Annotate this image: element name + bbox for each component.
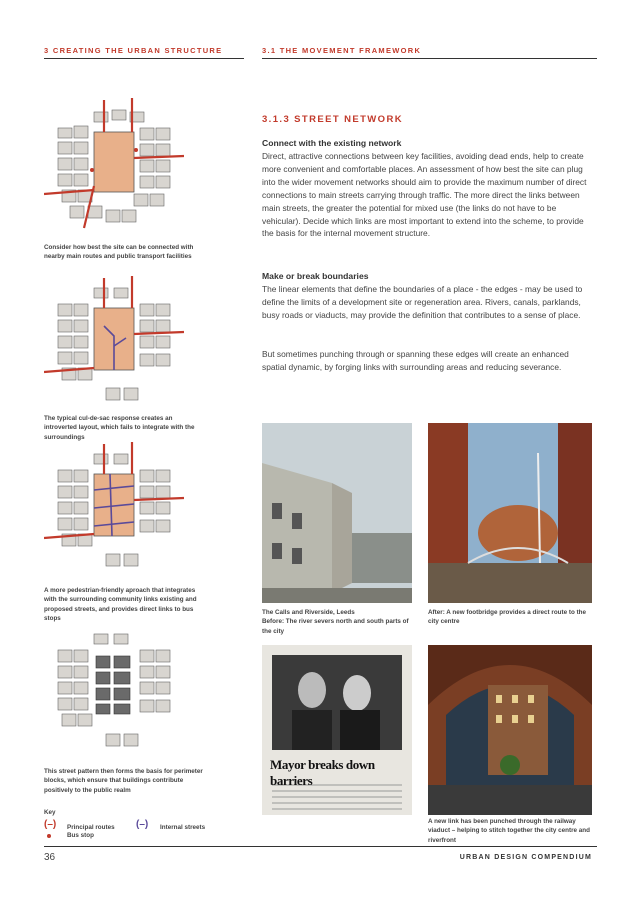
paragraph-punching: But sometimes punching through or spanning these edges will create an enhanced spatial dynamic, by forging links with surrounding areas and reducing severance. xyxy=(262,349,569,372)
cul-de-sac-diagram xyxy=(44,276,184,416)
page-number: 36 xyxy=(44,852,56,863)
newspaper-headline: Mayor breaks down barriers xyxy=(270,757,375,788)
diagram-caption-1: Consider how best the site can be connected with nearby main routes and public transport facilities xyxy=(44,244,194,261)
header-chapter: 3 CREATING THE URBAN STRUCTURE xyxy=(44,46,223,55)
calls-before-photo xyxy=(262,423,412,603)
viaduct-caption: A new link has been punched through the railway viaduct – helping to stitch together the city centre and riverfront xyxy=(428,818,590,844)
newspaper-clipping-photo xyxy=(262,645,412,815)
header-section: 3.1 THE MOVEMENT FRAMEWORK xyxy=(262,46,422,55)
subheading-boundaries: Make or break boundaries xyxy=(262,271,369,281)
site-connection-diagram xyxy=(44,98,184,238)
diagram-caption-4: This street pattern then forms the basis for perimeter blocks, which ensure that buildings contribute positively to the public realm xyxy=(44,768,203,794)
header-rule-left xyxy=(44,58,244,59)
perimeter-blocks-diagram xyxy=(44,622,184,762)
subheading-connect: Connect with the existing network xyxy=(262,138,402,148)
paragraph-boundaries: The linear elements that define the boundaries of a place - the edges - may be used to define the limits of a development site or regeneration area. Rivers, canals, parklands, busy roads or viaducts, may provide the definition that contributes to a sense of place. xyxy=(262,284,583,320)
section-title: 3.1.3 STREET NETWORK xyxy=(262,114,403,125)
paragraph-connect: Direct, attractive connections between key facilities, avoiding dead ends, help to create more convenient and comfortable places. An assessment of how best the site can plug into the wider movement networks should aim to provide the maximum number of direct connections to main streets carrying through traffic. The more direct the links between main streets, the greater the potential for mixed use (the links do not have to be vehicular). Decide which links are most important to extend into the scheme, to provide the basis for the internal movement structure. xyxy=(262,151,587,239)
bus-stop-icon xyxy=(47,834,51,838)
key-title: Key xyxy=(44,809,56,816)
principal-routes-icon: (–) xyxy=(44,819,57,830)
pedestrian-friendly-diagram xyxy=(44,442,184,582)
key-bus-label: Bus stop xyxy=(67,832,94,839)
footer-title: URBAN DESIGN COMPENDIUM xyxy=(459,854,592,861)
viaduct-photo xyxy=(428,645,592,815)
footer-rule xyxy=(44,846,597,847)
calls-caption: The Calls and Riverside, Leeds Before: The river severs north and south parts of the city xyxy=(262,609,409,635)
internal-streets-icon: (–) xyxy=(136,819,149,830)
diagram-caption-3: A more pedestrian-friendly aproach that integrates with the surrounding community links existing and proposed streets, and provides direct links to bus stops xyxy=(44,587,197,623)
key-internal-label: Internal streets xyxy=(160,824,206,831)
diagram-caption-2: The typical cul-de-sac response creates an introverted layout, which fails to integrate with the surroundings xyxy=(44,415,195,441)
after-caption: After: A new footbridge provides a direct route to the city centre xyxy=(428,609,587,626)
key-principal-label: Principal routes xyxy=(67,824,115,831)
header-rule-right xyxy=(262,58,597,59)
footbridge-after-photo xyxy=(428,423,592,603)
